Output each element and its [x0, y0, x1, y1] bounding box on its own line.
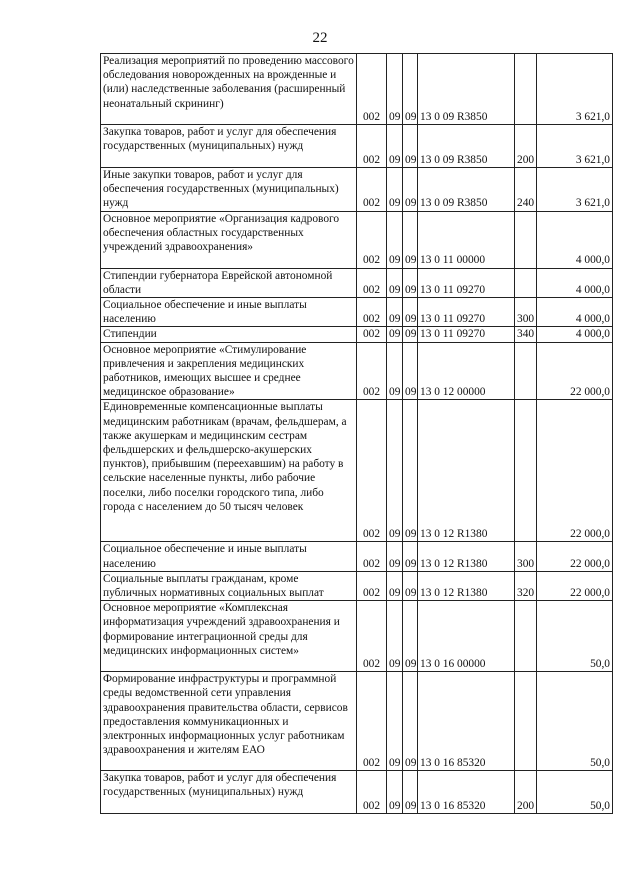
section-code-cell: 09 [387, 672, 403, 771]
target-article-code-cell: 13 0 12 00000 [418, 342, 515, 400]
item-name-cell [101, 342, 357, 400]
table-row [101, 327, 613, 342]
target-article-code-cell: 13 0 09 R3850 [418, 125, 515, 168]
subsection-code-cell: 09 [403, 268, 418, 297]
target-article-code-cell: 13 0 09 R3850 [418, 54, 515, 125]
subsection-code-cell: 09 [403, 542, 418, 571]
amount-cell: 50,0 [537, 771, 613, 814]
ministry-code-cell: 002 [357, 342, 387, 400]
item-name-text: Единовременные компенсационные выплаты медицинским работникам (врачам, фельдшерам, а также акушеркам и медицинским сестрам фельдшерских и фельдшерско-акушерских пунктов), прибывшим (переехавшим) на работу в сельские населенные пункты, либо рабочие поселки, либо поселки городского типа, либо города с населением до 50 тысяч человек [103, 401, 347, 513]
expense-type-code-cell: 200 [515, 125, 537, 168]
section-code-cell: 09 [387, 601, 403, 672]
item-name-text: Социальные выплаты гражданам, кроме публичных нормативных социальных выплат [103, 572, 324, 600]
expense-type-code-cell [515, 601, 537, 672]
ministry-code-cell: 002 [357, 601, 387, 672]
ministry-code-cell: 002 [357, 771, 387, 814]
item-name-text: Закупка товаров, работ и услуг для обеспечения государственных (муниципальных) нужд [103, 126, 337, 153]
item-name-cell [101, 400, 357, 542]
expense-type-code-cell: 300 [515, 542, 537, 571]
section-code-cell: 09 [387, 542, 403, 571]
table-row [101, 571, 613, 600]
ministry-code-cell: 002 [357, 268, 387, 297]
subsection-code-cell: 09 [403, 211, 418, 268]
section-code-cell: 09 [387, 211, 403, 268]
target-article-code-cell: 13 0 12 R1380 [418, 542, 515, 571]
item-name-cell [101, 211, 357, 268]
page-number: 22 [312, 30, 328, 46]
item-name-text: Основное мероприятие «Комплексная информатизация учреждений здравоохранения и формирование интеграционной среды для медицинских информационных систем» [103, 602, 340, 657]
subsection-code-cell: 09 [403, 54, 418, 125]
item-name-cell [101, 125, 357, 168]
expense-type-code-cell [515, 211, 537, 268]
expense-type-code-cell: 240 [515, 168, 537, 212]
ministry-code-cell: 002 [357, 400, 387, 542]
item-name-text: Иные закупки товаров, работ и услуг для обеспечения государственных (муниципальных) нужд [103, 169, 339, 210]
ministry-code-cell: 002 [357, 298, 387, 327]
item-name-cell [101, 268, 357, 297]
budget-table [100, 53, 613, 814]
amount-cell: 22 000,0 [537, 400, 613, 542]
item-name-cell [101, 542, 357, 571]
subsection-code-cell: 09 [403, 601, 418, 672]
budget-table-body [101, 54, 613, 814]
expense-type-code-cell: 320 [515, 571, 537, 600]
item-name-text: Закупка товаров, работ и услуг для обеспечения государственных (муниципальных) нужд [103, 772, 337, 799]
target-article-code-cell: 13 0 11 00000 [418, 211, 515, 268]
subsection-code-cell: 09 [403, 327, 418, 342]
section-code-cell: 09 [387, 400, 403, 542]
section-code-cell: 09 [387, 125, 403, 168]
subsection-code-cell: 09 [403, 298, 418, 327]
target-article-code-cell: 13 0 11 09270 [418, 268, 515, 297]
amount-cell: 4 000,0 [537, 268, 613, 297]
subsection-code-cell: 09 [403, 125, 418, 168]
item-name-cell [101, 168, 357, 212]
ministry-code-cell: 002 [357, 168, 387, 212]
section-code-cell: 09 [387, 268, 403, 297]
item-name-text: Социальное обеспечение и иные выплаты населению [103, 299, 307, 326]
subsection-code-cell: 09 [403, 672, 418, 771]
item-name-text: Реализация мероприятий по проведению массового обследования новорожденных на врожденные и (или) наследственные заболевания (расширенный неонатальный скрининг) [103, 55, 354, 110]
ministry-code-cell: 002 [357, 327, 387, 342]
item-name-cell [101, 327, 357, 342]
target-article-code-cell: 13 0 16 00000 [418, 601, 515, 672]
item-name-cell [101, 54, 357, 125]
amount-cell: 22 000,0 [537, 571, 613, 600]
expense-type-code-cell [515, 54, 537, 125]
section-code-cell: 09 [387, 571, 403, 600]
item-name-text: Основное мероприятие «Стимулирование привлечения и закрепления медицинских работников, имеющих высшее и среднее медицинское образование» [103, 343, 307, 399]
ministry-code-cell: 002 [357, 672, 387, 771]
table-row [101, 211, 613, 268]
subsection-code-cell: 09 [403, 168, 418, 212]
item-name-text: Стипендии [103, 328, 157, 341]
table-row [101, 771, 613, 814]
table-row [101, 542, 613, 571]
amount-cell: 3 621,0 [537, 168, 613, 212]
expense-type-code-cell: 200 [515, 771, 537, 814]
expense-type-code-cell: 340 [515, 327, 537, 342]
amount-cell: 22 000,0 [537, 342, 613, 400]
table-row [101, 400, 613, 542]
target-article-code-cell: 13 0 11 09270 [418, 298, 515, 327]
target-article-code-cell: 13 0 12 R1380 [418, 400, 515, 542]
amount-cell: 4 000,0 [537, 327, 613, 342]
expense-type-code-cell: 300 [515, 298, 537, 327]
item-name-cell [101, 298, 357, 327]
ministry-code-cell: 002 [357, 571, 387, 600]
target-article-code-cell: 13 0 11 09270 [418, 327, 515, 342]
ministry-code-cell: 002 [357, 54, 387, 125]
amount-cell: 3 621,0 [537, 125, 613, 168]
item-name-cell [101, 672, 357, 771]
subsection-code-cell: 09 [403, 342, 418, 400]
item-name-text: Социальное обеспечение и иные выплаты населению [103, 543, 307, 570]
target-article-code-cell: 13 0 16 85320 [418, 771, 515, 814]
amount-cell: 50,0 [537, 672, 613, 771]
amount-cell: 50,0 [537, 601, 613, 672]
amount-cell: 4 000,0 [537, 298, 613, 327]
amount-cell: 3 621,0 [537, 54, 613, 125]
amount-cell: 22 000,0 [537, 542, 613, 571]
table-row [101, 54, 613, 125]
subsection-code-cell: 09 [403, 771, 418, 814]
expense-type-code-cell [515, 672, 537, 771]
section-code-cell: 09 [387, 327, 403, 342]
table-row [101, 342, 613, 400]
item-name-text: Стипендии губернатора Еврейской автономной области [103, 269, 333, 296]
expense-type-code-cell [515, 400, 537, 542]
section-code-cell: 09 [387, 54, 403, 125]
section-code-cell: 09 [387, 771, 403, 814]
amount-cell: 4 000,0 [537, 211, 613, 268]
ministry-code-cell: 002 [357, 542, 387, 571]
item-name-cell [101, 601, 357, 672]
section-code-cell: 09 [387, 298, 403, 327]
table-row [101, 672, 613, 771]
subsection-code-cell: 09 [403, 571, 418, 600]
expense-type-code-cell [515, 342, 537, 400]
item-name-text: Основное мероприятие «Организация кадрового обеспечения областных государственных учреждений здравоохранения» [103, 212, 340, 254]
target-article-code-cell: 13 0 09 R3850 [418, 168, 515, 212]
ministry-code-cell: 002 [357, 125, 387, 168]
section-code-cell: 09 [387, 342, 403, 400]
item-name-cell [101, 571, 357, 600]
item-name-text: Формирование инфраструктуры и программной среды ведомственной сети управления здравоохранения правительства области, сервисов предоставления коммуникационных и электронных информационных услуг работникам здравоохранения и жителям ЕАО [103, 673, 348, 757]
target-article-code-cell: 13 0 16 85320 [418, 672, 515, 771]
table-row [101, 168, 613, 212]
subsection-code-cell: 09 [403, 400, 418, 542]
table-row [101, 268, 613, 297]
target-article-code-cell: 13 0 12 R1380 [418, 571, 515, 600]
table-row [101, 125, 613, 168]
expense-type-code-cell [515, 268, 537, 297]
table-row [101, 298, 613, 327]
item-name-cell [101, 771, 357, 814]
table-row [101, 601, 613, 672]
ministry-code-cell: 002 [357, 211, 387, 268]
section-code-cell: 09 [387, 168, 403, 212]
